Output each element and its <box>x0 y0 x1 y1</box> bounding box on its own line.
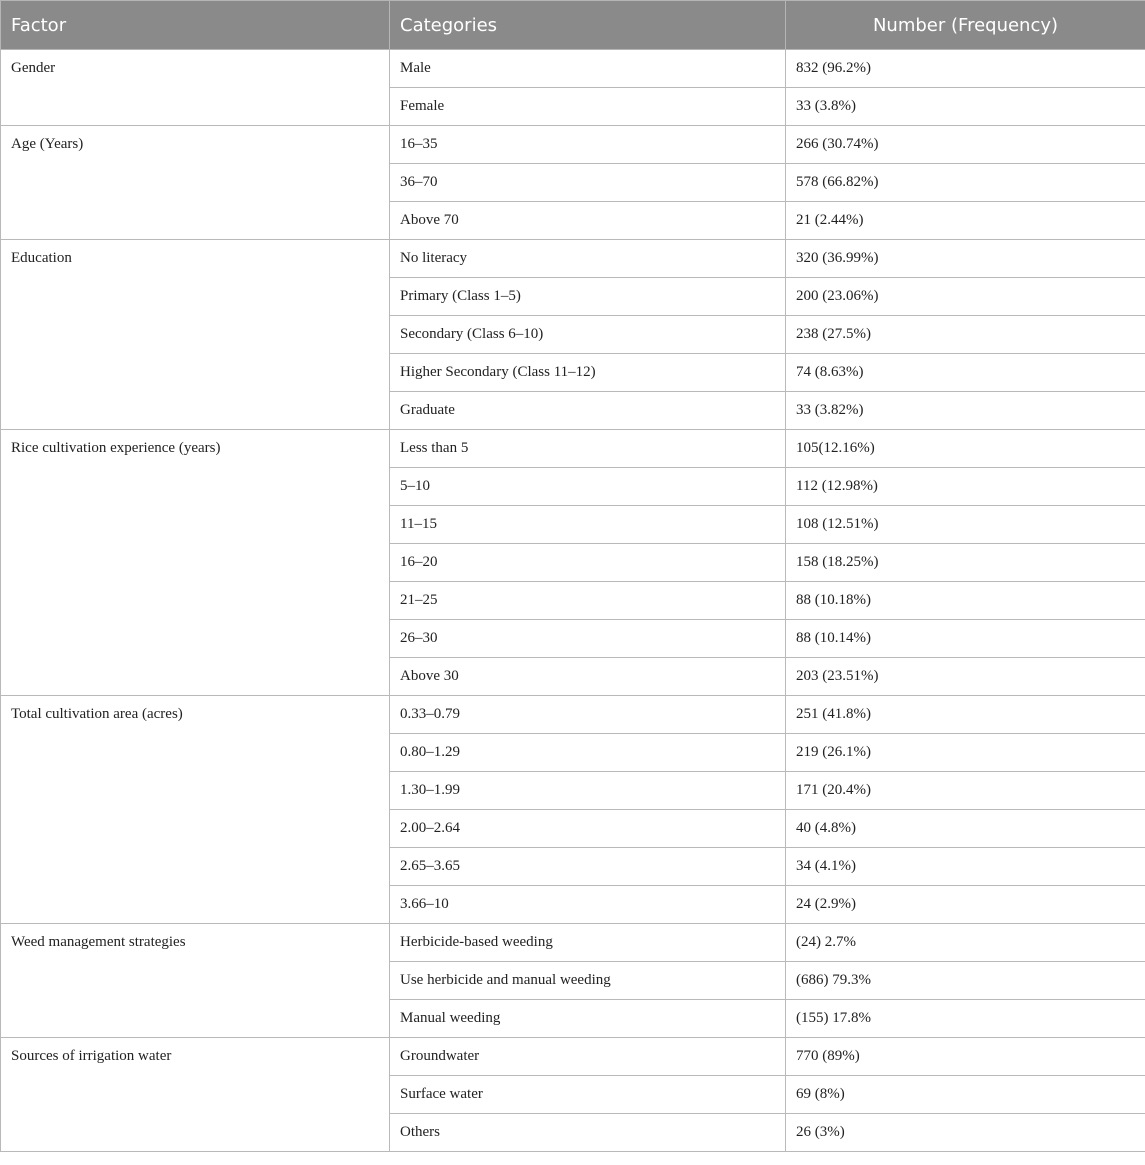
factor-cell: Sources of irrigation water <box>1 1038 390 1152</box>
category-cell: Manual weeding <box>390 1000 786 1038</box>
category-cell: No literacy <box>390 240 786 278</box>
header-number-frequency: Number (Frequency) <box>786 1 1145 50</box>
frequency-cell: 158 (18.25%) <box>786 544 1145 582</box>
factor-cell: Gender <box>1 50 390 126</box>
category-cell: 11–15 <box>390 506 786 544</box>
factor-cell: Total cultivation area (acres) <box>1 696 390 924</box>
category-cell: Graduate <box>390 392 786 430</box>
category-cell: 16–35 <box>390 126 786 164</box>
frequency-cell: 108 (12.51%) <box>786 506 1145 544</box>
frequency-cell: 832 (96.2%) <box>786 50 1145 88</box>
category-cell: Male <box>390 50 786 88</box>
category-cell: 5–10 <box>390 468 786 506</box>
frequency-cell: 251 (41.8%) <box>786 696 1145 734</box>
category-cell: Groundwater <box>390 1038 786 1076</box>
table-row <box>1 430 1145 468</box>
category-cell: Others <box>390 1114 786 1152</box>
table-row <box>1 924 1145 962</box>
frequency-cell: 26 (3%) <box>786 1114 1145 1152</box>
factor-cell: Weed management strategies <box>1 924 390 1038</box>
table-row <box>1 1038 1145 1076</box>
frequency-cell: 112 (12.98%) <box>786 468 1145 506</box>
category-cell: Less than 5 <box>390 430 786 468</box>
frequency-cell: 105(12.16%) <box>786 430 1145 468</box>
category-cell: Primary (Class 1–5) <box>390 278 786 316</box>
frequency-cell: 40 (4.8%) <box>786 810 1145 848</box>
frequency-cell: 69 (8%) <box>786 1076 1145 1114</box>
category-cell: 0.80–1.29 <box>390 734 786 772</box>
header-factor: Factor <box>1 1 390 50</box>
category-cell: 26–30 <box>390 620 786 658</box>
frequency-cell: (686) 79.3% <box>786 962 1145 1000</box>
table-row <box>1 126 1145 164</box>
header-categories: Categories <box>390 1 786 50</box>
category-cell: Above 30 <box>390 658 786 696</box>
category-cell: 1.30–1.99 <box>390 772 786 810</box>
category-cell: 3.66–10 <box>390 886 786 924</box>
frequency-cell: 320 (36.99%) <box>786 240 1145 278</box>
category-cell: 2.65–3.65 <box>390 848 786 886</box>
frequency-cell: 770 (89%) <box>786 1038 1145 1076</box>
frequency-cell: 74 (8.63%) <box>786 354 1145 392</box>
frequency-cell: 24 (2.9%) <box>786 886 1145 924</box>
table-row <box>1 50 1145 88</box>
frequency-cell: 578 (66.82%) <box>786 164 1145 202</box>
table-row <box>1 696 1145 734</box>
frequency-cell: 203 (23.51%) <box>786 658 1145 696</box>
frequency-cell: 21 (2.44%) <box>786 202 1145 240</box>
factor-cell: Education <box>1 240 390 430</box>
frequency-cell: 219 (26.1%) <box>786 734 1145 772</box>
table-header <box>1 1 1145 50</box>
frequency-cell: 34 (4.1%) <box>786 848 1145 886</box>
category-cell: Secondary (Class 6–10) <box>390 316 786 354</box>
category-cell: 2.00–2.64 <box>390 810 786 848</box>
frequency-cell: 171 (20.4%) <box>786 772 1145 810</box>
frequency-cell: 238 (27.5%) <box>786 316 1145 354</box>
table-body <box>1 50 1145 1152</box>
frequency-cell: 266 (30.74%) <box>786 126 1145 164</box>
category-cell: Herbicide-based weeding <box>390 924 786 962</box>
frequency-cell: 33 (3.82%) <box>786 392 1145 430</box>
category-cell: Use herbicide and manual weeding <box>390 962 786 1000</box>
category-cell: 21–25 <box>390 582 786 620</box>
category-cell: Higher Secondary (Class 11–12) <box>390 354 786 392</box>
header-row <box>1 1 1145 50</box>
factor-cell: Age (Years) <box>1 126 390 240</box>
category-cell: 16–20 <box>390 544 786 582</box>
category-cell: Surface water <box>390 1076 786 1114</box>
category-cell: 0.33–0.79 <box>390 696 786 734</box>
factor-cell: Rice cultivation experience (years) <box>1 430 390 696</box>
category-cell: Above 70 <box>390 202 786 240</box>
category-cell: 36–70 <box>390 164 786 202</box>
frequency-cell: 33 (3.8%) <box>786 88 1145 126</box>
frequency-cell: 88 (10.18%) <box>786 582 1145 620</box>
table-row <box>1 240 1145 278</box>
frequency-cell: (155) 17.8% <box>786 1000 1145 1038</box>
frequency-cell: (24) 2.7% <box>786 924 1145 962</box>
category-cell: Female <box>390 88 786 126</box>
frequency-cell: 200 (23.06%) <box>786 278 1145 316</box>
frequency-cell: 88 (10.14%) <box>786 620 1145 658</box>
